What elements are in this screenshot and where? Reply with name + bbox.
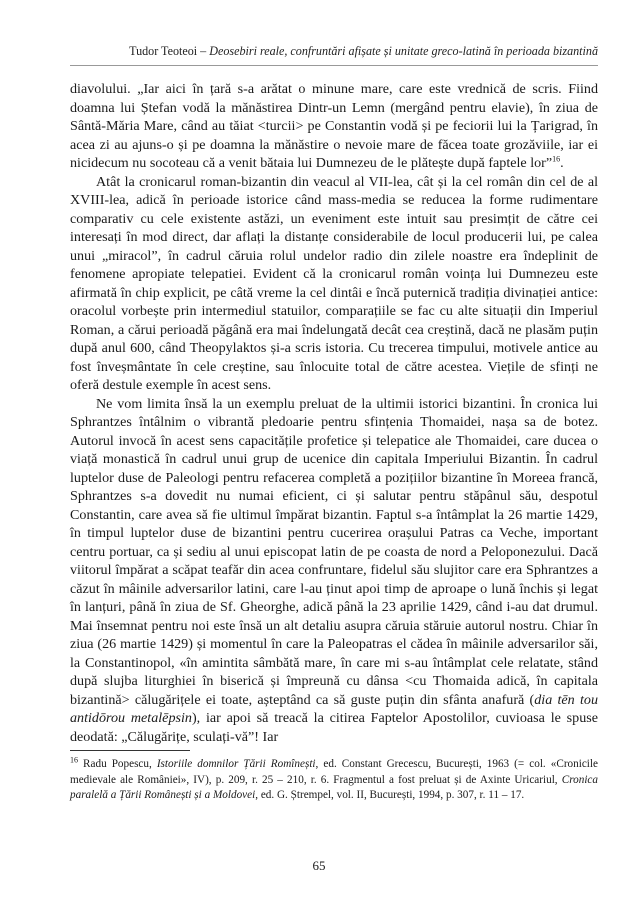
paragraph-3-text-b: ), iar apoi să treacă la citirea Faptelor Apostolilor, cuvioasa le spuse deodată: „Călugărițe, sculați-vă”! Iar bbox=[70, 710, 598, 745]
footnote-book-title-1: Istoriile domnilor Țării Romînești bbox=[156, 758, 316, 770]
footnotes bbox=[70, 750, 598, 804]
footnote-ref-16: 16 bbox=[552, 154, 561, 164]
footnote-rule bbox=[70, 750, 190, 751]
paragraph-1-text: diavolului. „Iar aici în țară s-a arătat o minune mare, care este vrednică de scris. Fiind doamna lui Ștefan vodă la mănăstirea Dintr-un Lemn (mergând pentru elavie), în ziua de Sântă-Măria Mare, când au tăiat <turcii> pe Constantin vodă și pe feciorii lui la Țarigrad, în acea zi au ajuns-o și pe doamna la mănăstire o nevoie mare de făcea toate grozăviile, iar ei nicidecum nu socoteau că a venit bătaia lui Dumnezeu de le plătește după faptele lor” bbox=[70, 81, 598, 171]
paragraph-1-end: . bbox=[560, 155, 564, 171]
running-header bbox=[70, 44, 598, 59]
footnote-16 bbox=[70, 757, 598, 804]
footnote-number: 16 bbox=[70, 755, 78, 765]
paragraph-1 bbox=[70, 80, 598, 173]
main-text bbox=[70, 80, 598, 746]
footnote-text-1: Radu Popescu, bbox=[78, 758, 157, 770]
header-title: Deosebiri reale, confruntări afișate și unitate greco-latină în perioada bizantină bbox=[209, 44, 598, 58]
paragraph-3-text-a: Ne vom limita însă la un exemplu preluat de la ultimii istorici bizantini. În cronica lui Sphrantzes întâlnim o vibrantă pledoarie pentru sfințenia Thomaidei, nașa sa de botez. Autorul invocă în acest sens capacitățile profetice și telepatice ale Thomaidei, care ducea o viață monastică în cadrul unui grup de ucenice din capitala Imperiului Bizantin. În cadrul luptelor duse de Paleologi pentru refacerea completă a pozițiilor bizantine în Moreea francă, Sphrantzes s-a dovedit nu numai eficient, ci și salutar pentru stăpânul său, despotul Constantin, care avea să fie ultimul împărat bizantin. Faptul s-a întâmplat la 26 martie 1429, în timpul luptelor duse de bizantini pentru cucerirea orașului Patras ca Veche, important centru portuar, ca și sediu al unui episcopat latin de pe coasta de nord a Peloponezului. Dacă viitorul împărat a scăpat teafăr din acea confruntare, fidelul său slujitor care era Sphrantzes a căzut în mâinile adversarilor latini, care l-au ținut apoi timp de aproape o lună închis și legat în lanțuri, până în ziua de Sf. Gheorghe, adică până la 23 aprilie 1429, când i-au dat drumul. Mai însemnat pentru noi este însă un alt detaliu asupra căruia stăruie autorul nostru. Chiar în ziua (26 martie 1429) și momentul în care la Paleopatras el cădea în mâinile adversarilor săi, la Constantinopol, «în amintita sâmbătă mare, în care mi s-au întâmplat cele relatate, stând după slujba liturghiei în biserică și împreună cu dânsa <cu Thomaida adică, în capitala bizantină> călugărițele ei toate, așteptând ca să guste puțin din sfânta anafură ( bbox=[70, 395, 598, 708]
header-rule bbox=[70, 65, 598, 66]
footnote-text-2: , ed. Constant Grecescu, București, 1963 (= col. «Cronicile medievale ale României», IV), p. 209, r. 25 – 210, r. 6. Fragmentul a fost preluat și de Axinte Uricariul, bbox=[70, 758, 598, 786]
page-number: 65 bbox=[312, 858, 326, 873]
footnote-text-3: , ed. G. Ștrempel, vol. II, București, 1994, p. 307, r. 11 – 17. bbox=[255, 789, 525, 802]
paragraph-2: Atât la cronicarul roman-bizantin din veacul al VII-lea, cât și la cel român din cel de al XVIII-lea, adică în perioade istorice când mass-media se reducea la forme rudimentare comparativ cu cele existente astăzi, un eveniment este intuit sau presimțit de către cei interesați în mod direct, dar aflați la distanțe considerabile de locul producerii lui, pe calea unui „miracol”, în cadrul căruia rolul undelor radio din zilele noastre era îndeplinit de fenomene apropiate telepatiei. Evident că la cronicarul român voința lui Dumnezeu este afirmată în chip explicit, pe câtă vreme la cel dintâi e încă puternică tradiția divinației antice: oracolul vorbește prin intermediul statuilor, comparațiile se fac cu alte situații din Imperiul Roman, a cărui perioadă păgână era mai îndelungată decât cea creștină, dacă ne plasăm puțin după anul 600, când Theopylaktos și-a scris istoria. Cu trecerea timpului, motivele antice au fost înveșmântate în cele creștine, sau înlocuite total de către acestea. Viețile de sfinți ne oferă destule exemple în acest sens. bbox=[70, 173, 598, 393]
footnote-book-title-2: Cronica paralelă a Țării Românești și a Moldovei bbox=[70, 773, 598, 802]
paragraph-3 bbox=[70, 395, 598, 747]
paragraph-3-greek-phrase: dia tēn tou antidōrou metalēpsin bbox=[70, 691, 598, 726]
header-dash: – bbox=[197, 44, 210, 58]
header-author: Tudor Teoteoi bbox=[129, 44, 198, 58]
